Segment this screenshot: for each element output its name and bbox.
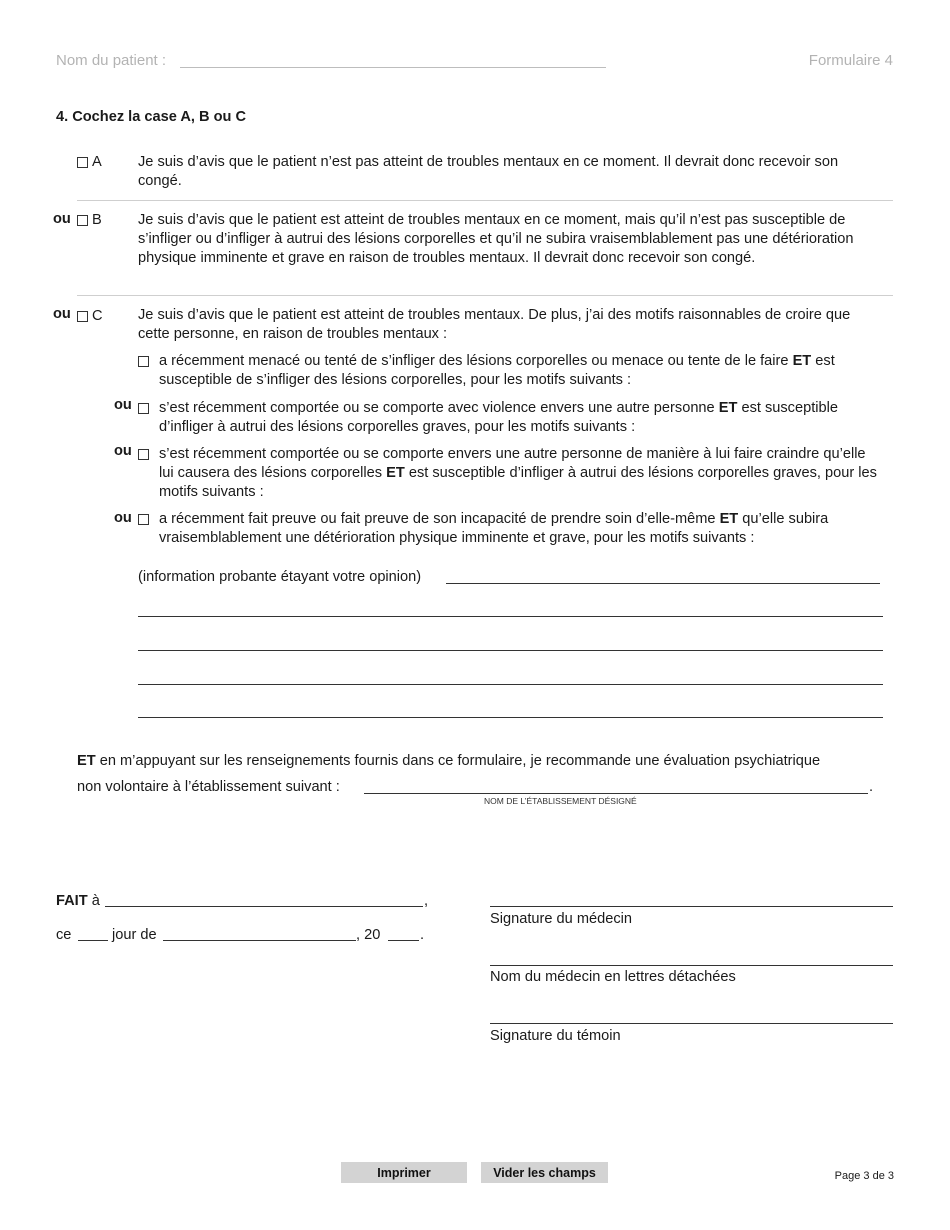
clear-fields-button[interactable]: Vider les champs xyxy=(481,1162,608,1183)
physician-signature-label: Signature du médecin xyxy=(490,911,632,927)
checkbox-c[interactable] xyxy=(77,309,88,325)
comma: , xyxy=(424,893,429,909)
patient-name-field[interactable] xyxy=(180,67,606,68)
ou-label: ou xyxy=(53,211,71,227)
year-prefix: , 20 xyxy=(356,927,381,943)
recommendation-text: ET en m’appuyant sur les renseignements fournis dans ce formulaire, je recommande une évaluation psychiatrique xyxy=(77,753,821,769)
sub-option-3: s’est récemment comportée ou se comporte envers une autre personne de manière à lui faire craindre qu’elle lui causera des lésions corporelles ET est susceptible d’infliger à autrui des lésions corporelles graves, pour les motifs suivants : xyxy=(159,446,877,500)
physician-name-label: Nom du médecin en lettres détachées xyxy=(490,969,736,985)
divider xyxy=(77,295,893,296)
option-c-letter: C xyxy=(92,308,103,324)
page-number: Page 3 de 3 xyxy=(834,1170,894,1182)
evidence-line[interactable] xyxy=(446,583,880,584)
day-field[interactable] xyxy=(78,940,108,941)
ou-label: ou xyxy=(53,306,71,322)
fait-label: FAIT à xyxy=(56,893,100,909)
place-field[interactable] xyxy=(105,906,423,907)
evidence-line[interactable] xyxy=(138,650,883,651)
period: . xyxy=(869,779,874,795)
form-number: Formulaire 4 xyxy=(808,52,893,69)
facility-name-field[interactable] xyxy=(364,793,868,794)
ou-label: ou xyxy=(114,443,132,459)
evidence-line[interactable] xyxy=(138,684,883,685)
print-button[interactable]: Imprimer xyxy=(341,1162,467,1183)
checkbox-c2[interactable] xyxy=(138,401,149,417)
facility-caption: NOM DE L’ÉTABLISSEMENT DÉSIGNÉ xyxy=(484,796,637,806)
option-c-text: Je suis d’avis que le patient est atteint de troubles mentaux. De plus, j’ai des motifs raisonnables de croire que cette personne, en raison de troubles mentaux : xyxy=(138,307,851,342)
recommendation-text-2: non volontaire à l’établissement suivant : xyxy=(77,779,340,795)
physician-name-field[interactable] xyxy=(490,965,893,966)
option-a-letter: A xyxy=(92,154,102,170)
checkbox-b[interactable] xyxy=(77,213,88,229)
witness-signature-label: Signature du témoin xyxy=(490,1028,621,1044)
jour-de-label: jour de xyxy=(112,927,157,943)
section-title: 4. Cochez la case A, B ou C xyxy=(56,109,247,125)
sub-option-1: a récemment menacé ou tenté de s’infliger des lésions corporelles ou menace ou tente de le faire ET est susceptible de s’infliger des lésions corporelles, pour les motifs suivants : xyxy=(159,353,835,388)
month-field[interactable] xyxy=(163,940,356,941)
option-a-text: Je suis d’avis que le patient n’est pas atteint de troubles mentaux en ce moment. Il devrait donc recevoir son congé. xyxy=(138,154,839,189)
ce-label: ce xyxy=(56,927,72,943)
checkbox-c3[interactable] xyxy=(138,447,149,463)
sub-option-4: a récemment fait preuve ou fait preuve de son incapacité de prendre soin d’elle-même ET qu’elle subira vraisemblablement une détérioration physique imminente et grave, pour les motifs suivants : xyxy=(159,511,829,546)
option-b-text: Je suis d’avis que le patient est atteint de troubles mentaux en ce moment, mais qu’il n’est pas susceptible de s’infliger ou d’infliger à autrui des lésions corporelles et qu’il ne subira vraisemblablement pas une détérioration physique imminente et grave en raison de troubles mentaux. Il devrait donc recevoir son congé. xyxy=(138,212,854,266)
evidence-label: (information probante étayant votre opinion) xyxy=(138,569,422,585)
checkbox-a[interactable] xyxy=(77,155,88,171)
ou-label: ou xyxy=(114,510,132,526)
divider xyxy=(77,200,893,201)
checkbox-c4[interactable] xyxy=(138,512,149,528)
sub-option-2: s’est récemment comportée ou se comporte avec violence envers une autre personne ET est susceptible d’infliger à autrui des lésions corporelles graves, pour les motifs suivants : xyxy=(159,400,838,435)
evidence-line[interactable] xyxy=(138,717,883,718)
ou-label: ou xyxy=(114,397,132,413)
patient-name-label: Nom du patient : xyxy=(56,52,167,69)
option-b-letter: B xyxy=(92,212,102,228)
physician-signature-field[interactable] xyxy=(490,906,893,907)
period: . xyxy=(420,927,425,943)
witness-signature-field[interactable] xyxy=(490,1023,893,1024)
evidence-line[interactable] xyxy=(138,616,883,617)
checkbox-c1[interactable] xyxy=(138,354,149,370)
year-field[interactable] xyxy=(388,940,419,941)
